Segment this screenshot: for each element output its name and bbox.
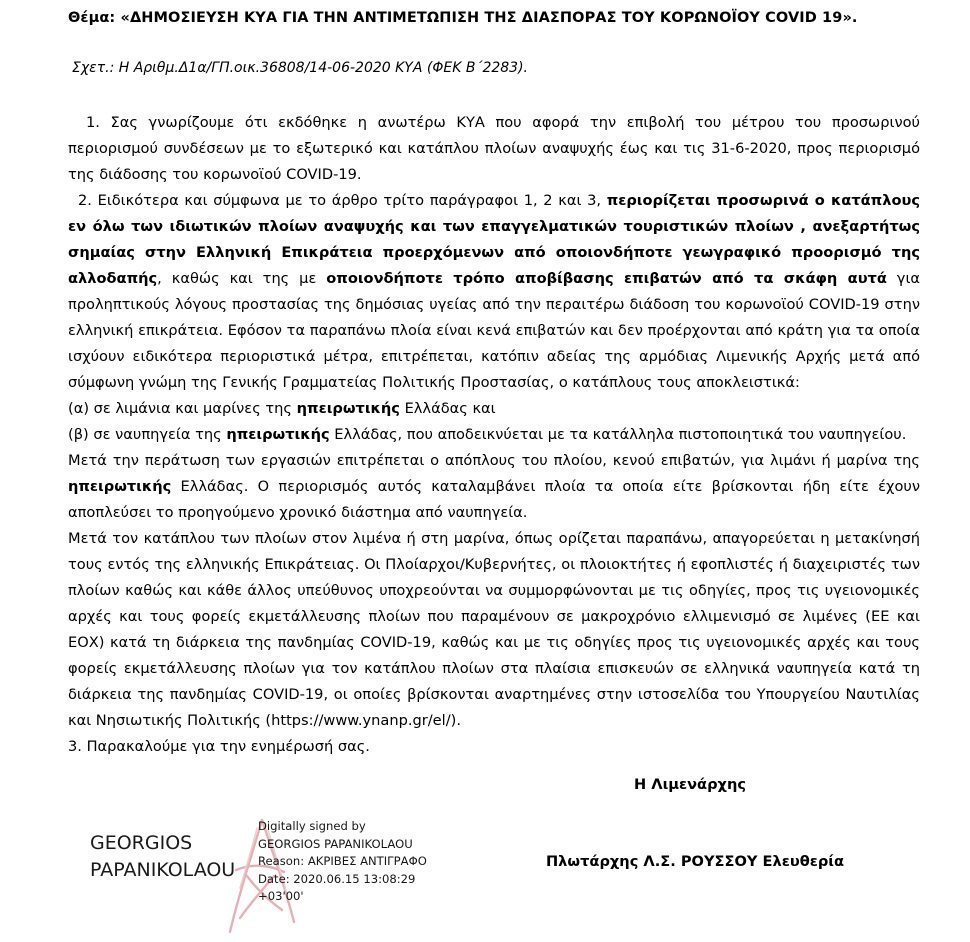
signature-common-name-line1: GEORGIOS [90, 832, 193, 854]
paragraph-3-text-2: Ελλάδας. Ο περιορισμός αυτός καταλαμβάνει πλοία τα οποία είτε βρίσκονται ήδη είτε έχουν αποπλεύσει το προηγούμενο χρονικό διάστημα από ναυπηγεία. [68, 478, 920, 521]
paragraph-3-bold: ηπειρωτικής [68, 478, 172, 495]
subject-line: Θέμα: «ΔΗΜΟΣΙΕΥΣΗ ΚΥΑ ΓΙΑ ΤΗΝ ΑΝΤΙΜΕΤΩΠΙΣΗ ΤΗΣ ΔΙΑΣΠΟΡΑΣ ΤΟΥ ΚΟΡΩΝΟΪΟΥ COVID 19». [68, 10, 858, 26]
signature-common-name [90, 830, 270, 884]
paragraph-2-text-1: 2. Ειδικότερα και σύμφωνα με το άρθρο τρίτο παράγραφοι 1, 2 και 3, [78, 192, 607, 209]
paragraph-1-text: 1. Σας γνωρίζουμε ότι εκδόθηκε η ανωτέρω ΚΥΑ που αφορά την επιβολή του μέτρου του προσωρινού περιορισμού συνδέσεων με το εξωτερικό και κατάπλου πλοίων αναψυχής έως και τις 31-6-2020, προς περιορισμό της διάδοσης του κορωνοϊού COVID-19. [68, 114, 920, 183]
signature-common-name-line2: PAPANIKOLAOU [90, 859, 236, 881]
paragraph-1 [68, 110, 920, 188]
signature-details [258, 818, 458, 906]
signature-detail-date: Date: 2020.06.15 13:08:29 [258, 871, 416, 886]
closing-title: Η Λιμενάρχης [633, 776, 746, 793]
paragraph-2-bold-2: οποιονδήποτε τρόπο αποβίβασης επιβατών από τα σκάφη αυτά [326, 270, 887, 287]
paragraph-2-text-2: , καθώς και της με [157, 270, 327, 287]
list-item-a [68, 396, 920, 422]
list-item-b-text-2: Ελλάδας, που αποδεικνύεται με τα κατάλληλα πιστοποιητικά του ναυπηγείου. [329, 426, 907, 443]
list-item-b-text-1: (β) σε ναυπηγεία της [68, 426, 227, 443]
paragraph-3 [68, 448, 920, 526]
paragraph-3-text-1: Μετά την περάτωση των εργασιών επιτρέπεται ο απόπλους του πλοίου, κενού επιβατών, για λιμάνι ή μαρίνα της [68, 452, 920, 469]
list-item-b-bold: ηπειρωτικής [226, 426, 330, 443]
list-item-b [68, 422, 920, 448]
paragraph-2-bold-1: περιορίζεται προσωρινά ο κατάπλους εν όλω των ιδιωτικών πλοίων αναψυχής και των επαγγελματικών τουριστικών πλοίων , ανεξαρτήτως σημαίας στην Ελληνική Επικράτεια προερχόμενων από οποιονδήποτε γεωγραφικό προορισμό της αλλοδαπής [68, 192, 920, 287]
list-item-a-bold: ηπειρωτικής [296, 400, 400, 417]
signer-name: Πλωτάρχης Λ.Σ. ΡΟΥΣΣΟΥ Ελευθερία [545, 853, 845, 870]
paragraph-2-text-3: για προληπτικούς λόγους προστασίας της δημόσιας υγείας από την περαιτέρω διάδοση του κορωνοϊού COVID-19 στην ελληνική επικράτεια. Εφόσον τα παραπάνω πλοία είναι κενά επιβατών και δεν προέρχονται από κράτη για τα οποία ισχύουν ειδικότερα περιοριστικά μέτρα, επιτρέπεται, κατόπιν αδείας της αρμόδιας Λιμενικής Αρχής μετά από σύμφωνη γνώμη της Γενικής Γραμματείας Πολιτικής Προστασίας, ο κατάπλους τους αποκλειστικά: [68, 270, 921, 391]
signature-detail-signed-by: Digitally signed by [258, 819, 366, 833]
list-item-a-text-2: Ελλάδας και [399, 400, 496, 417]
signature-detail-timezone: +03'00' [258, 889, 304, 903]
document-body [68, 110, 920, 760]
paragraph-5-text: 3. Παρακαλούμε για την ενημέρωσή σας. [68, 738, 370, 755]
paragraph-5 [68, 734, 920, 760]
digital-signature-stamp [90, 812, 450, 937]
signature-detail-name: GEORGIOS PAPANIKOLAOU [258, 836, 413, 851]
reference-line: Σχετ.: Η Αριθμ.Δ1α/ΓΠ.οικ.36808/14-06-2020 ΚΥΑ (ΦΕΚ Β΄2283). [72, 60, 528, 76]
signature-detail-reason: Reason: ΑΚΡΙΒΕΣ ΑΝΤΙΓΡΑΦΟ [258, 854, 427, 868]
paragraph-4-text: Μετά τον κατάπλου των πλοίων στον λιμένα ή στη μαρίνα, όπως ορίζεται παραπάνω, απαγορεύεται η μετακίνησή τους εντός της ελληνικής Επικράτειας. Οι Πλοίαρχοι/Κυβερνήτες, οι πλοιοκτήτες ή εφοπλιστές ή διαχειριστές των πλοίων καθώς και κάθε άλλος υπεύθυνος υποχρεούνται να συμμορφώνονται με τις οδηγίες, προς τις υγειονομικές αρχές και τους φορείς εκμετάλλευσης πλοίων που παραμένουν σε μακροχρόνιο ελλιμενισμό σε λιμένες (ΕΕ και ΕΟΧ) κατά τη διάρκεια της πανδημίας COVID-19, καθώς και με τις οδηγίες προς τις υγειονομικές αρχές και τους φορείς εκμετάλλευσης πλοίων για τον κατάπλου πλοίων στα πλαίσια επισκευών σε ελληνικά ναυπηγεία κατά τη διάρκεια της πανδημίας COVID-19, οι οποίες βρίσκονται αναρτημένες στην ιστοσελίδα του Υπουργείου Ναυτιλίας και Νησιωτικής Πολιτικής (https://www.ynanp.gr/el/). [68, 530, 920, 729]
paragraph-4 [68, 526, 920, 734]
paragraph-2 [68, 188, 920, 396]
list-item-a-text-1: (α) σε λιμάνια και μαρίνες της [68, 400, 297, 417]
